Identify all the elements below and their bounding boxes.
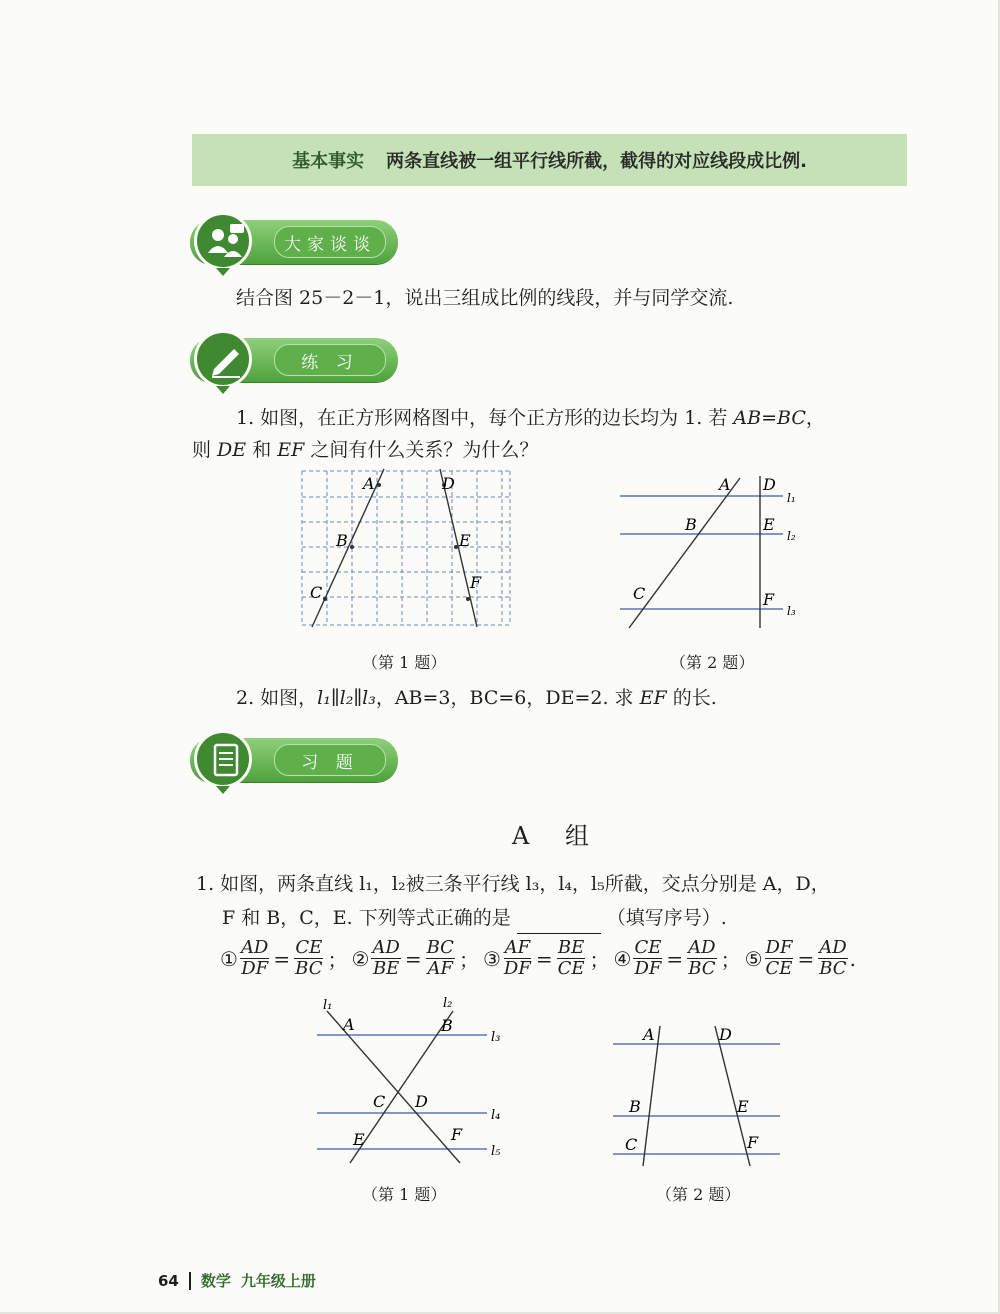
- ex-fig2-label-D: D: [719, 1025, 732, 1044]
- option-1-right: [294, 938, 323, 979]
- notepad-icon: [194, 730, 252, 788]
- ex-fig1-label-F: F: [451, 1125, 463, 1144]
- exercise-fig2-trapezoid-figure: [605, 1020, 790, 1170]
- practice-q1-line2-post: 之间有什么关系？为什么？: [304, 439, 539, 461]
- option-5-left-num: DF: [765, 937, 793, 958]
- ex-fig1-label-D: D: [415, 1092, 428, 1111]
- option-1-mark: ①: [220, 946, 238, 971]
- practice-q1-comma: ，: [805, 407, 825, 429]
- option-2-right-num: BC: [426, 937, 454, 958]
- ex-fig1-label-E: E: [353, 1130, 365, 1149]
- fig2-label-F: F: [763, 590, 775, 609]
- option-1-left-num: AD: [240, 937, 269, 958]
- practice-q2-ef: EF: [639, 687, 667, 709]
- option-5-period: .: [849, 946, 856, 971]
- option-3-left: [503, 938, 532, 979]
- ex-fig2-label-A: A: [643, 1025, 655, 1044]
- option-4-sep: ；: [720, 948, 741, 972]
- option-2-right: [426, 938, 455, 979]
- option-2-right-den: AF: [427, 958, 454, 979]
- ex-fig1-label-C: C: [373, 1092, 386, 1111]
- fig2-label-l2: l₂: [787, 529, 796, 543]
- option-2-left: [371, 938, 400, 979]
- option-5-right: [818, 938, 847, 979]
- option-3-left-num: AF: [504, 937, 531, 958]
- ex-fig2-label-C: C: [625, 1135, 638, 1154]
- option-4-equals: =: [666, 946, 684, 971]
- exercise-q1-line2-post: （填写序号）.: [606, 907, 727, 929]
- exercise-fig2-caption: （第 2 题）: [656, 1185, 741, 1204]
- exercise-q1-line2: [222, 902, 727, 934]
- option-3-mark: ③: [482, 946, 501, 971]
- fig1-label-E: E: [459, 531, 471, 550]
- practice-tab: [190, 338, 398, 382]
- option-4-right-num: AD: [688, 937, 716, 958]
- option-3-left-den: DF: [503, 958, 531, 979]
- ex-fig1-label-l5: l₅: [491, 1144, 501, 1159]
- footer-subject: 数学: [200, 1272, 231, 1290]
- page-footer: [158, 1270, 316, 1291]
- option-2-sep: ；: [458, 948, 479, 972]
- practice-tab-arrow: [216, 386, 230, 394]
- ex-fig1-label-l3: l₃: [491, 1030, 501, 1045]
- fact-label: 基本事实: [292, 151, 365, 172]
- ex-fig1-label-l2: l₂: [443, 996, 453, 1011]
- fig1-label-C: C: [310, 583, 323, 602]
- discussion-tab: [190, 220, 398, 264]
- ex-fig1-label-l1: l₁: [323, 998, 333, 1013]
- practice-q2-given: ，AB=3，BC=6，DE=2. 求: [375, 687, 640, 709]
- fact-text: 两条直线被一组平行线所截，截得的对应线段成比例.: [386, 151, 807, 172]
- practice-fig1-caption: （第 1 题）: [362, 653, 447, 672]
- option-4-mark: ④: [613, 946, 632, 971]
- practice-q1-line1: [236, 402, 825, 434]
- fig1-label-D: D: [442, 474, 455, 493]
- fig2-label-l3: l₃: [787, 604, 796, 618]
- page-number: 64: [158, 1271, 179, 1290]
- option-5-equals: =: [797, 946, 815, 971]
- answer-blank: [517, 913, 601, 934]
- practice-q2-pre: 2. 如图，: [236, 687, 318, 709]
- exercises-tab: [190, 738, 398, 782]
- option-5-mark: ⑤: [744, 946, 763, 971]
- option-4-left-den: DF: [634, 958, 662, 979]
- ex-fig2-label-F: F: [747, 1133, 759, 1152]
- pencil-icon: [194, 330, 252, 388]
- practice-fig2-parallel-figure: [615, 470, 815, 630]
- fig2-label-l1: l₁: [787, 491, 796, 505]
- group-a-title: A 组: [512, 822, 603, 850]
- option-1-equals: =: [273, 946, 291, 971]
- option-3-right: [557, 938, 586, 979]
- practice-q1-math: AB=BC: [733, 407, 806, 429]
- people-talk-icon: [194, 212, 252, 270]
- option-1-left-den: DF: [241, 958, 269, 979]
- ex-fig1-label-B: B: [441, 1016, 453, 1035]
- ex-fig2-label-B: B: [629, 1097, 641, 1116]
- practice-q2-post: 的长.: [666, 687, 717, 709]
- option-5-right-den: BC: [819, 958, 847, 979]
- discussion-text: 结合图 25－2－1，说出三组成比例的线段，并与同学交流.: [236, 287, 734, 309]
- option-1-right-den: BC: [295, 958, 323, 979]
- option-4-left-num: CE: [634, 937, 662, 958]
- fig2-label-A: A: [719, 475, 731, 494]
- fig1-label-B: B: [336, 531, 348, 550]
- exercise-q1-line1: 1. 如图，两条直线 l₁，l₂被三条平行线 l₃，l₄，l₅所截，交点分别是 A，D，: [196, 873, 830, 895]
- basic-fact-box: [192, 134, 907, 186]
- fig2-label-D: D: [763, 475, 776, 494]
- exercises-tab-arrow: [216, 786, 230, 794]
- option-3-right-num: BE: [557, 937, 585, 958]
- option-2-left-den: BE: [372, 958, 400, 979]
- practice-tab-label: 练 习: [274, 344, 386, 376]
- ex-fig2-label-E: E: [737, 1097, 749, 1116]
- option-3-right-den: CE: [557, 958, 585, 979]
- practice-q1-line2: [192, 434, 538, 466]
- fig2-label-E: E: [763, 515, 775, 534]
- exercises-tab-label: 习 题: [274, 744, 386, 776]
- practice-q1-de: DE: [217, 439, 247, 461]
- option-2-equals: =: [404, 946, 422, 971]
- option-2-left-num: AD: [372, 937, 400, 958]
- option-3-equals: =: [535, 946, 553, 971]
- fig2-label-C: C: [633, 584, 646, 603]
- option-5-left: [765, 938, 794, 979]
- practice-q1-text: 1. 如图，在正方形网格图中，每个正方形的边长均为 1. 若: [236, 407, 734, 429]
- option-4-left: [633, 938, 662, 979]
- fig2-label-B: B: [685, 515, 697, 534]
- option-1-left: [240, 938, 269, 979]
- practice-q1-line2-pre: 则: [192, 439, 218, 461]
- exercise-q1-line2-pre: F 和 B，C，E. 下列等式正确的是: [222, 907, 511, 929]
- footer-divider: [189, 1272, 191, 1290]
- exercise-q1-options: [220, 938, 856, 979]
- practice-q2: [236, 682, 717, 714]
- exercise-fig1-crossing-figure: [305, 995, 520, 1170]
- practice-fig2-caption: （第 2 题）: [670, 653, 755, 672]
- option-5-right-num: AD: [819, 937, 847, 958]
- fig1-label-A: A: [363, 474, 375, 493]
- ex-fig1-label-A: A: [343, 1015, 355, 1034]
- fig1-label-F: F: [470, 573, 482, 592]
- practice-q1-line2-mid: 和: [246, 439, 278, 461]
- practice-fig1-grid-figure: [290, 465, 520, 635]
- option-3-sep: ；: [589, 948, 610, 972]
- footer-book: 九年级上册: [240, 1272, 316, 1290]
- option-2-mark: ②: [351, 946, 370, 971]
- practice-q2-parallel: l₁∥l₂∥l₃: [317, 687, 376, 709]
- option-4-right: [687, 938, 716, 979]
- option-1-sep: ；: [327, 948, 348, 972]
- exercise-fig1-caption: （第 1 题）: [362, 1185, 447, 1204]
- practice-q1-ef: EF: [277, 439, 305, 461]
- option-5-left-den: CE: [765, 958, 793, 979]
- ex-fig1-label-l4: l₄: [491, 1108, 501, 1123]
- discussion-tab-arrow: [216, 268, 230, 276]
- option-1-right-num: CE: [295, 937, 323, 958]
- discussion-tab-label: 大家谈谈: [274, 226, 386, 258]
- option-4-right-den: BC: [688, 958, 716, 979]
